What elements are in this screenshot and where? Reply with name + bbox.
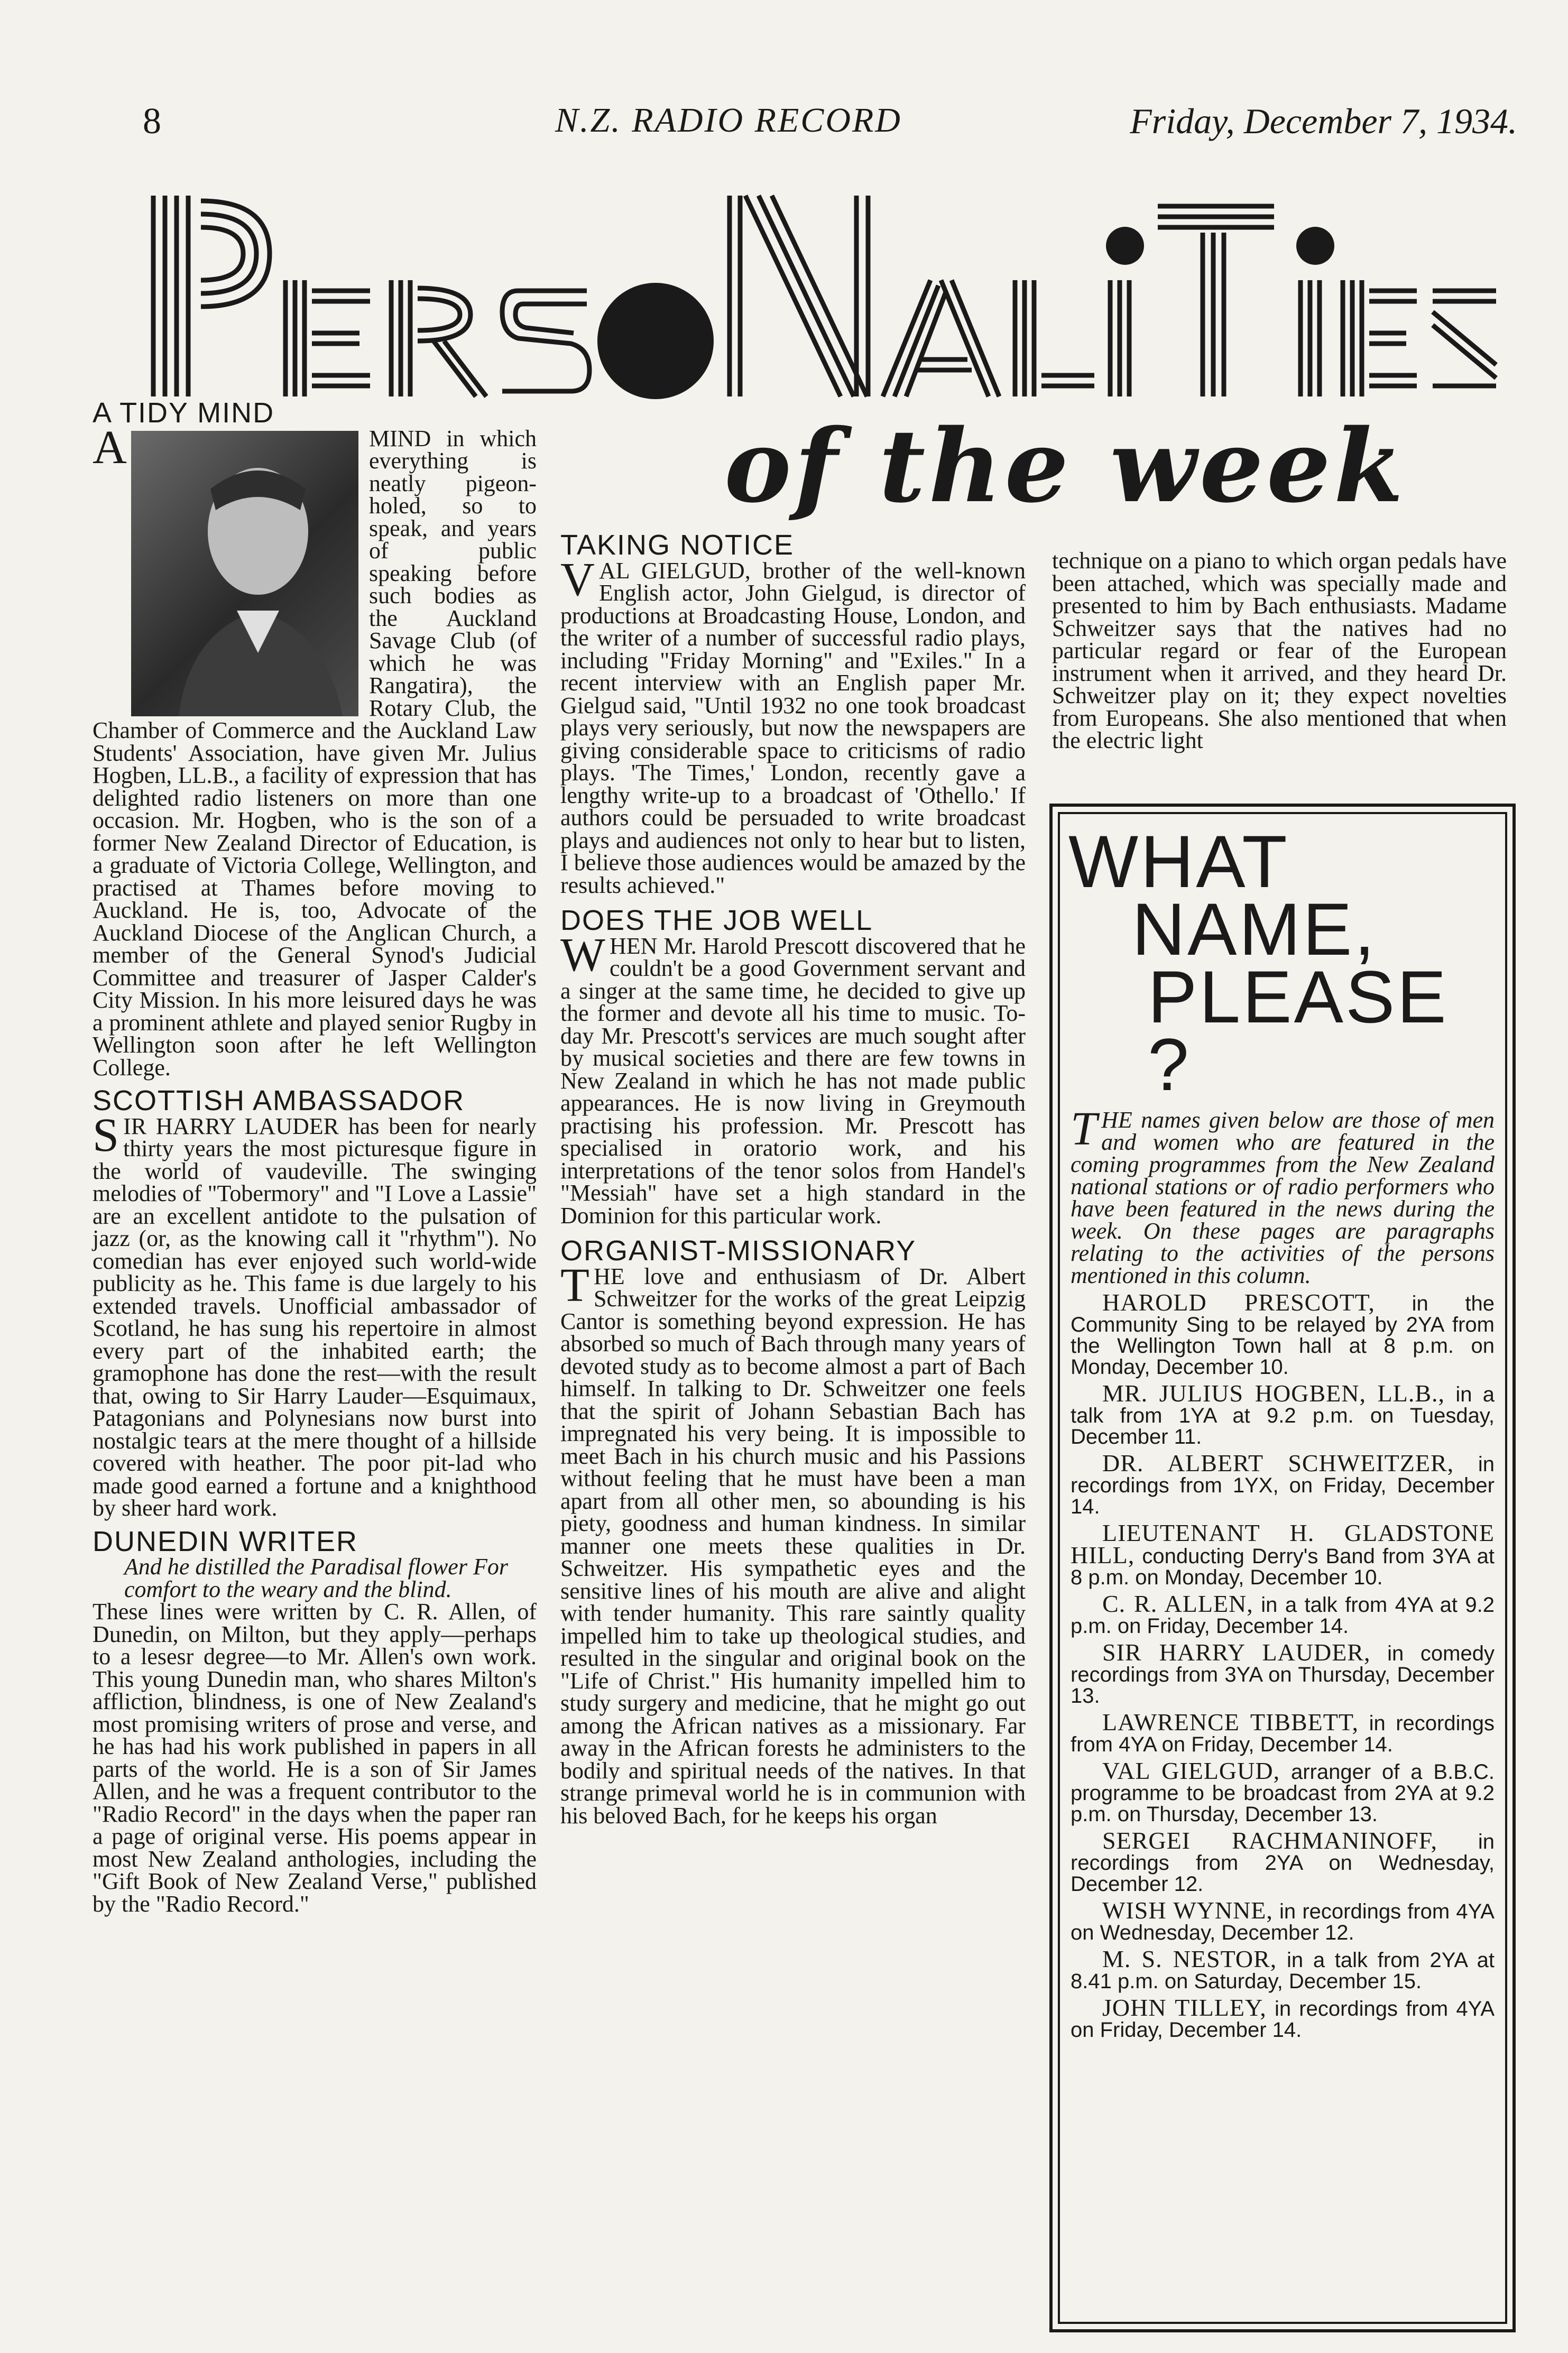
title-letter-o <box>597 283 714 399</box>
entry-detail: in recordings from 4YA on Wednesday, December 12. <box>1071 1900 1495 1944</box>
what-name-please-box <box>1049 804 1516 2332</box>
dropcap: A <box>93 421 127 474</box>
name-entry <box>1071 1450 1495 1518</box>
article-does-the-job-well <box>560 928 1026 1229</box>
name-list <box>1071 1289 1495 2042</box>
entry-name: M. S. NESTOR, <box>1102 1945 1277 1972</box>
title-letter-i2 <box>1300 280 1320 396</box>
title-letter-e1 <box>285 280 370 396</box>
entry-detail: in a talk from 1YA at 9.2 p.m. on Tuesday, December 11. <box>1071 1383 1495 1448</box>
article-dunedin-writer <box>93 1556 537 1915</box>
entry-detail: conducting Derry's Band from 3YA at 8 p.m. on Monday, December 10. <box>1071 1545 1495 1589</box>
entry-name: LIEUTENANT H. GLADSTONE HILL, <box>1071 1519 1495 1568</box>
dropcap: V <box>560 553 595 606</box>
entry-name: LAWRENCE TIBBETT, <box>1102 1709 1359 1736</box>
personalities-title-art <box>148 190 1501 407</box>
dropcap: T <box>560 1259 589 1312</box>
entry-name: JOHN TILLEY, <box>1102 1994 1267 2021</box>
name-entry <box>1071 1827 1495 1896</box>
heading-does-the-job-well: DOES THE JOB WELL <box>560 905 873 936</box>
entry-name: SIR HARRY LAUDER, <box>1102 1639 1371 1666</box>
title-letter-l <box>1015 280 1094 396</box>
box-title-line-3: PLEASE ? <box>1148 955 1449 1106</box>
column-1 <box>93 397 537 1917</box>
name-entry <box>1071 1289 1495 1379</box>
title-letter-i1 <box>1110 280 1129 396</box>
entry-detail: in recordings from 1YX, on Friday, December 14. <box>1071 1453 1495 1518</box>
box-intro-text: HE names given below are those of men and women who are featured in the coming programmes from the New Zealand national stations or of radio performers who have been featured in the news during the week. On these pages are paragraphs relating to the activities of the persons mentioned in this column. <box>1071 1107 1495 1288</box>
title-letter-t <box>1158 206 1274 396</box>
box-title-line-2: NAME, <box>1132 888 1377 971</box>
entry-name: DR. ALBERT SCHWEITZER, <box>1102 1450 1454 1477</box>
column-2 <box>560 529 1026 1829</box>
title-dot-1 <box>1106 227 1144 265</box>
name-entry <box>1071 1757 1495 1826</box>
poem-quote: And he distilled the Paradisal flower For comfort to the weary and the blind. <box>124 1554 508 1602</box>
article-taking-notice <box>560 553 1026 898</box>
entry-name: WISH WYNNE, <box>1102 1897 1273 1924</box>
box-title-line-1: WHAT <box>1068 820 1289 903</box>
name-entry <box>1071 1590 1495 1638</box>
entry-detail: in recordings from 4YA on Friday, December 14. <box>1071 1997 1495 2042</box>
publication-title: N.Z. RADIO RECORD <box>555 101 902 140</box>
entry-name: C. R. ALLEN, <box>1102 1590 1253 1617</box>
organist-continuation-text: technique on a piano to which organ pedals have been attached, which was specially made and presented to him by Bach enthusiasts. Madame Schweitzer says that the natives had no particular regard or fear of the European instrument when it arrived, and they heard Dr. Schweitzer play on it; they expect novelties from Europeans. She also mentioned that when the electric light <box>1052 548 1507 753</box>
article-tidy-mind <box>93 421 537 1081</box>
entry-detail: arranger of a B.B.C. programme to be broadcast from 2YA at 9.2 p.m. on Thursday, December 13. <box>1071 1760 1495 1826</box>
box-intro <box>1071 1103 1495 1288</box>
portrait-photo <box>131 431 358 716</box>
dropcap: S <box>93 1109 119 1161</box>
heading-taking-notice: TAKING NOTICE <box>560 529 795 561</box>
issue-date: Friday, December 7, 1934. <box>1130 101 1517 141</box>
article-scottish-ambassador <box>93 1109 537 1521</box>
name-entry <box>1071 1519 1495 1589</box>
portrait-silhouette <box>131 431 358 716</box>
heading-dunedin-writer: DUNEDIN WRITER <box>93 1525 358 1557</box>
title-letter-r <box>391 280 486 396</box>
name-entry <box>1071 1709 1495 1756</box>
entry-name: VAL GIELGUD, <box>1102 1757 1280 1784</box>
name-entry <box>1071 1945 1495 1993</box>
page-number: 8 <box>143 101 161 142</box>
title-letter-n <box>730 196 868 396</box>
entry-detail: in a talk from 4YA at 9.2 p.m. on Friday, December 14. <box>1071 1593 1495 1638</box>
column-3-continuation <box>1052 550 1507 752</box>
title-letter-s2 <box>1433 291 1496 386</box>
page-header <box>143 100 1517 159</box>
entry-detail: in recordings from 4YA on Friday, December 14. <box>1071 1712 1495 1756</box>
entry-name: SERGEI RACHMANINOFF, <box>1102 1827 1438 1854</box>
name-entry <box>1071 1639 1495 1708</box>
entry-detail: in a talk from 2YA at 8.41 p.m. on Saturday, December 15. <box>1071 1949 1495 1993</box>
name-entry <box>1071 1897 1495 1944</box>
title-letter-s <box>502 291 589 391</box>
scottish-ambassador-text: IR HARRY LAUDER has been for nearly thirty years the most picturesque figure in the world of vaudeville. The swinging melodies of "Tobermory" and "I Love a Lassie" are an excellent antidote to the pulsation of jazz (or, as the knowing call it "rhythm"). No comedian has ever enjoyed such world-wide publicity as he. This fame is due largely to his extended travels. Unofficial ambassador of Scotland, he has sung his repertoire in almost every part of the inhabited earth; the gramophone has done the rest—with the result that, owing to Sir Harry Lauder—Esquimaux, Patagonians and Polynesians now burst into nostalgic tears at the mere thought of a hillside covered with heather. The poor pit-lad who made good earned a fortune and a knighthood by sheer hard work. <box>93 1113 537 1521</box>
dropcap: W <box>560 928 605 981</box>
heading-scottish-ambassador: SCOTTISH AMBASSADOR <box>93 1085 465 1116</box>
dunedin-writer-text: These lines were written by C. R. Allen, of Dunedin, on Milton, but they apply—perhaps to a lesesr degree—to Mr. Allen's own work. This young Dunedin man, who shares Milton's affliction, blindness, is one of New Zealand's most promising writers of prose and verse, and he has had his work published in papers in all parts of the world. He is a son of Sir James Allen, and he was a frequent contributor to the "Radio Record" in the days when the paper ran a page of original verse. His poems appear in most New Zealand anthologies, including the "Gift Book of New Zealand Verse," published by the "Radio Record." <box>93 1599 537 1917</box>
entry-name: HAROLD PRESCOTT, <box>1102 1289 1375 1316</box>
title-letter-a <box>883 280 999 396</box>
tidy-mind-text: MIND in which everything is neatly pigeon-holed, so to speak, and years of public speaking before such bodies as the Auckland Savage Club (of which he was Rangatira), the Rotary Club, the Chamber of Commerce and the Auckland Law Students' Association, have given Mr. Julius Hogben, LL.B., a facility of expression that has delighted radio listeners on more than one occasion. Mr. Hogben, who is the son of a former New Zealand Director of Education, is a graduate of Victoria College, Wellington, and practised at Thames before moving to Auckland. He is, too, Advocate of the Auckland Diocese of the Anglican Church, a member of the General Synod's Judicial Committee and treasurer of Jasper Calder's City Mission. In his more leisured days he was a prominent athlete and played senior Rugby in Wellington soon after he left Wellington College. <box>93 425 537 1081</box>
title-dot-2 <box>1296 227 1334 265</box>
box-title <box>1068 820 1512 1106</box>
organist-missionary-text: HE love and enthusiasm of Dr. Albert Schweitzer for the works of the great Leipzig Cantor is something beyond expression. He has absorbed so much of Bach through many years of devoted study as to become almost a part of Bach himself. In talking to Dr. Schweitzer one feels that the spirit of Johann Sebastian Bach has impregnated his very being. It is impossible to meet Bach in his church music and his Passions without feeling that he must have been a man apart from all other men, so abounding is his piety, goodness and human kindness. In similar manner one meets these qualities in Dr. Schweitzer. His sympathetic eyes and the sensitive lines of his mouth are alive and alight with tender humanity. This rare saintly quality impelled him to take up theological studies, and resulted in the singular and original book on the "Life of Christ." His humanity impelled him to study surgery and medicine, that he might go out among the African natives as a missionary. Far away in the African forests he administers to the bodily and spiritual needs of the natives. In that strange primeval world he is in communion with his beloved Bach, for he keeps his organ <box>560 1263 1026 1829</box>
heading-tidy-mind: A TIDY MIND <box>93 397 275 429</box>
name-entry <box>1071 1380 1495 1448</box>
title-letter-e2 <box>1343 280 1417 396</box>
entry-detail: in comedy recordings from 3YA on Thursday, December 13. <box>1071 1642 1495 1708</box>
title-subtitle: of the week <box>724 407 1407 525</box>
article-organist-missionary <box>560 1259 1026 1829</box>
entry-detail: in recordings from 2YA on Wednesday, December 12. <box>1071 1830 1495 1896</box>
title-letter-p <box>153 196 270 396</box>
entry-detail: in the Community Sing to be relayed by 2YA from the Wellington Town hall at 8 p.m. on Monday, December 10. <box>1071 1292 1495 1379</box>
dropcap: T <box>1071 1103 1097 1155</box>
name-entry <box>1071 1994 1495 2042</box>
heading-organist-missionary: ORGANIST-MISSIONARY <box>560 1235 917 1267</box>
does-the-job-well-text: HEN Mr. Harold Prescott discovered that he couldn't be a good Government servant and a singer at the same time, he decided to give up the former and devote all his time to music. To-day Mr. Prescott's services are much sought after by musical societies and there are few towns in New Zealand in which he has not made public appearances. He is now living in Greymouth practising his profession. Mr. Prescott has specialised in oratorio work, and his interpretations of the tenor solos from Handel's "Messiah" have set a high standard in the Dominion for this particular work. <box>560 933 1026 1229</box>
taking-notice-text: AL GIELGUD, brother of the well-known English actor, John Gielgud, is director of productions at Broadcasting House, London, and the writer of a number of successful radio plays, including "Friday Morning" and "Exiles." In a recent interview with an English paper Mr. Gielgud said, "Until 1932 no one took broadcast plays very seriously, but now the newspapers are giving considerable space to criticisms of radio plays. 'The Times,' London, recently gave a lengthy write-up to a broadcast of 'Othello.' If authors could be persuaded to write broadcast plays and audiences not only to hear but to listen, I believe those audiences would be amazed by the results achieved." <box>560 557 1026 898</box>
entry-name: MR. JULIUS HOGBEN, LL.B., <box>1102 1380 1445 1407</box>
